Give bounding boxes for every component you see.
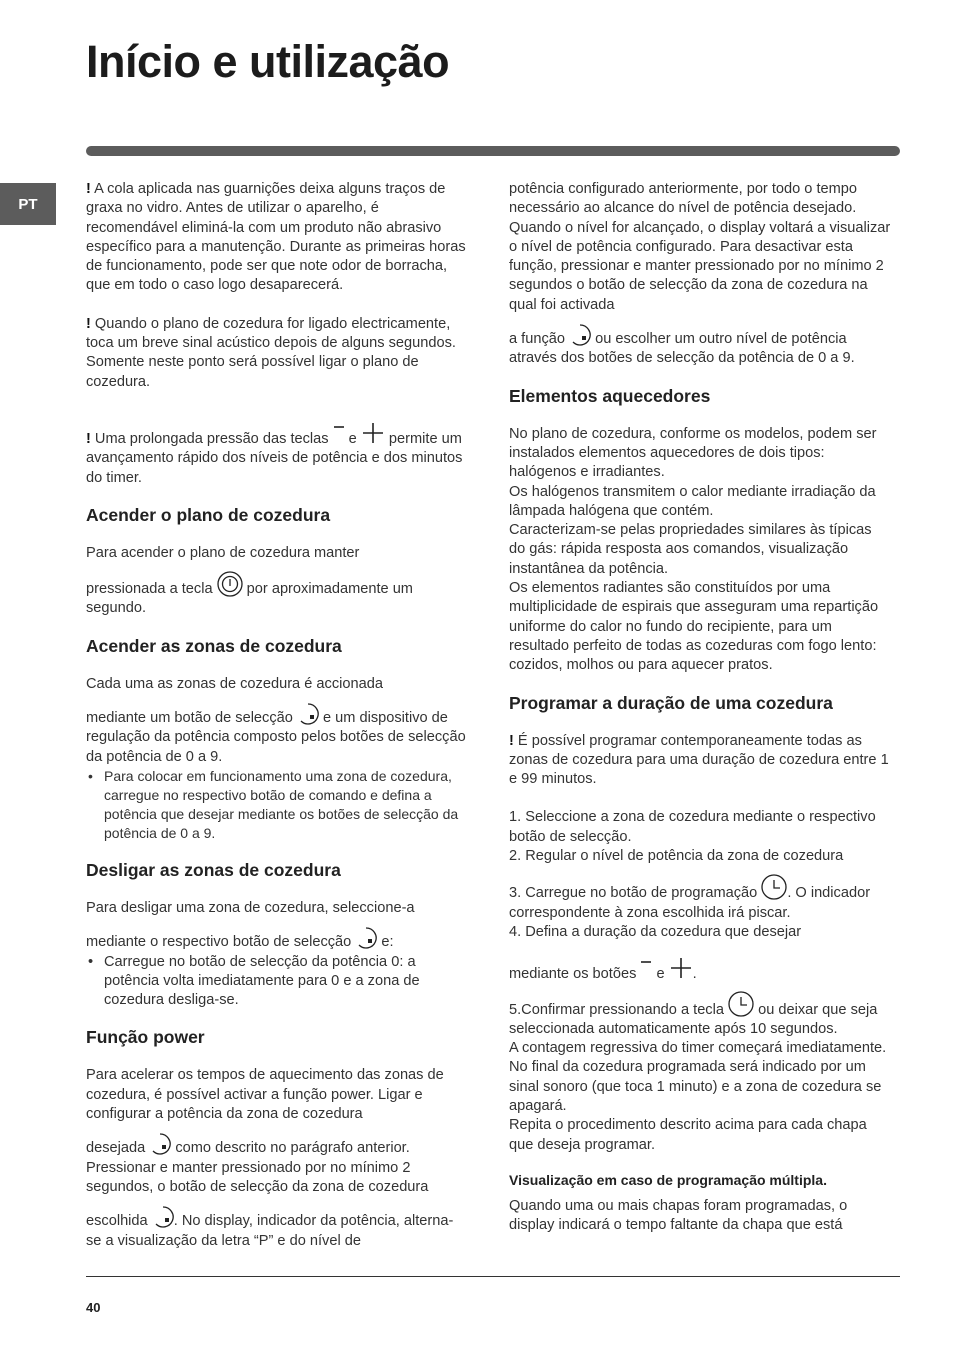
- step-5: 5.Confirmar pressionando a tecla ou deixar que seja seleccionada automaticamente após 10 segundos.: [509, 991, 891, 1040]
- step-2: 2. Regular o nível de potência da zona de cozedura: [509, 848, 844, 865]
- step-3: 3. Carregue no botão de programação . O indicador correspondente à zona escolhida irá piscar.: [509, 874, 891, 923]
- contagem-text: A contagem regressiva do timer começará imediatamente. No final da cozedura programada será indicado por um sinal sonoro (que toca 1 minuto) e a zona de cozedura se apagará.: [509, 1040, 887, 1114]
- acender-zonas-text-2: mediante um botão de selecção e um dispositivo de regulação da potência composto pelos botões de selecção da potência de 0 a 9.: [86, 702, 466, 767]
- timer-icon: [728, 991, 754, 1017]
- heading-acender-zonas: Acender as zonas de cozedura: [86, 635, 342, 656]
- desligar-bullet: • Carregue no botão de selecção da potência 0: a potência volta imediatamente para 0 e a zona de cozedura desliga-se.: [86, 953, 466, 1011]
- warning-mark: !: [86, 181, 91, 197]
- halogenos-text: Os halógenos transmitem o calor mediante irradiação da lâmpada halógena que contém.: [509, 483, 876, 519]
- heading-power: Função power: [86, 1027, 205, 1048]
- elementos-text: No plano de cozedura, conforme os modelos, podem ser instalados elementos aquecedores de dois tipos: halógenos e irradiantes.: [509, 425, 877, 481]
- acender-zonas-text: Cada uma as zonas de cozedura é accionada: [86, 675, 383, 692]
- warning-mark: !: [86, 315, 91, 332]
- heading-programar: Programar a duração de uma cozedura: [509, 692, 833, 713]
- footer-divider: [86, 1276, 900, 1277]
- desligar-text-2: mediante o respectivo botão de selecção e:: [86, 926, 466, 952]
- page-number: 40: [86, 1300, 101, 1315]
- step-1: 1. Seleccione a zona de cozedura mediante o respectivo botão de selecção.: [509, 809, 876, 845]
- heading-desligar: Desligar as zonas de cozedura: [86, 859, 341, 880]
- radiantes-text: Os elementos radiantes são constituídos por uma multiplicidade de espirais que asseguram uma repartição uniforme do calor no fundo do recipiente, para um resultado perfeito de todas as cozeduras com fogo lento: cozidos, molhos ou para aquecer pratos.: [509, 580, 879, 674]
- plus-key-icon: [669, 956, 693, 980]
- heading-acender-plano: Acender o plano de cozedura: [86, 504, 331, 525]
- note-acoustic-signal: ! Quando o plano de cozedura for ligado electricamente, toca um breve sinal acústico depois de alguns segundos. Somente neste ponto será possível ligar o plano de cozedura.: [86, 315, 456, 390]
- power-continued: potência configurado anteriormente, por todo o tempo necessário ao alcance do nível de potência desejado. Quando o nível for alcançado, o display voltará a visualizar o nível de potência configurado. Para desactivar esta função, pressionar e manter pressionado por no mínimo 2 segundos o botão de selecção da zona de cozedura na qual foi activada: [509, 181, 891, 313]
- warning-mark: !: [509, 732, 514, 749]
- note-glass-glue: ! A cola aplicada nas guarnições deixa alguns traços de graxa no vidro. Antes de utilizar o aparelho, é recomendável eliminá-la com um produto não abrasivo específico para a manutenção. Durante as primeiras horas de funcionamento, pode ser que note odor de borracha, que em todo o caso logo desaparecerá.: [86, 181, 466, 294]
- language-tab: PT: [0, 183, 56, 225]
- heading-elementos: Elementos aquecedores: [509, 385, 711, 406]
- zone-select-icon: [297, 702, 319, 726]
- power-text-2: desejada como descrito no parágrafo anterior. Pressionar e manter pressionado por no mínimo 2 segundos, o botão de selecção da zona de cozedura: [86, 1132, 466, 1197]
- power-continued-2: a função ou escolher um outro nível de potência através dos botões de selecção da potência de 0 a 9.: [509, 323, 891, 369]
- plus-key-icon: [361, 421, 385, 445]
- zone-select-icon: [152, 1205, 174, 1229]
- minus-key-icon: [640, 956, 652, 974]
- programar-note: ! É possível programar contemporaneamente todas as zonas de cozedura para uma duração de cozedura entre 1 e 99 minutos.: [509, 732, 889, 788]
- title-divider: [86, 146, 900, 156]
- left-column: [86, 180, 466, 1251]
- power-text-3: escolhida . No display, indicador da potência, alterna-se a visualização da letra “P” e do nível de: [86, 1205, 466, 1251]
- acender-plano-text-2: pressionada a tecla por aproximadamente um segundo.: [86, 571, 466, 619]
- warning-mark: !: [86, 430, 91, 447]
- power-on-icon: [217, 571, 243, 597]
- timer-icon: [761, 874, 787, 900]
- acender-plano-text: Para acender o plano de cozedura manter: [86, 544, 360, 561]
- step-4: 4. Defina a duração da cozedura que desejar: [509, 923, 802, 940]
- zone-select-icon: [569, 323, 591, 347]
- repita-text: Repita o procedimento descrito acima para cada chapa que deseja programar.: [509, 1117, 867, 1153]
- visualizacao-text: Quando uma ou mais chapas foram programadas, o display indicará o tempo faltante da chapa que está: [509, 1197, 848, 1234]
- zone-select-icon: [355, 926, 377, 950]
- power-text: Para acelerar os tempos de aquecimento das zonas de cozedura, é possível activar a função power. Ligar e configurar a potência da zona de cozedura: [86, 1067, 444, 1123]
- right-column: [509, 180, 891, 1235]
- desligar-text: Para desligar uma zona de cozedura, seleccione-a: [86, 899, 415, 916]
- caracterizam-text: Caracterizam-se pelas propriedades similares às típicas do gás: rápida resposta aos comandos, visualização instantânea da potência.: [509, 522, 872, 577]
- minus-key-icon: [333, 421, 345, 439]
- note-long-press: ! Uma prolongada pressão das teclas e permite um avançamento rápido dos níveis de potência e dos minutos do timer.: [86, 421, 466, 488]
- zone-select-icon: [149, 1132, 171, 1156]
- step-4b: mediante os botões e .: [509, 956, 891, 984]
- heading-visualizacao: Visualização em caso de programação múltipla.: [509, 1171, 827, 1188]
- page-title: Início e utilização: [86, 36, 450, 87]
- acender-zonas-bullet: • Para colocar em funcionamento uma zona de cozedura, carregue no respectivo botão de comando e defina a potência que desejar mediante os botões de selecção da potência de 0 a 9.: [86, 767, 466, 843]
